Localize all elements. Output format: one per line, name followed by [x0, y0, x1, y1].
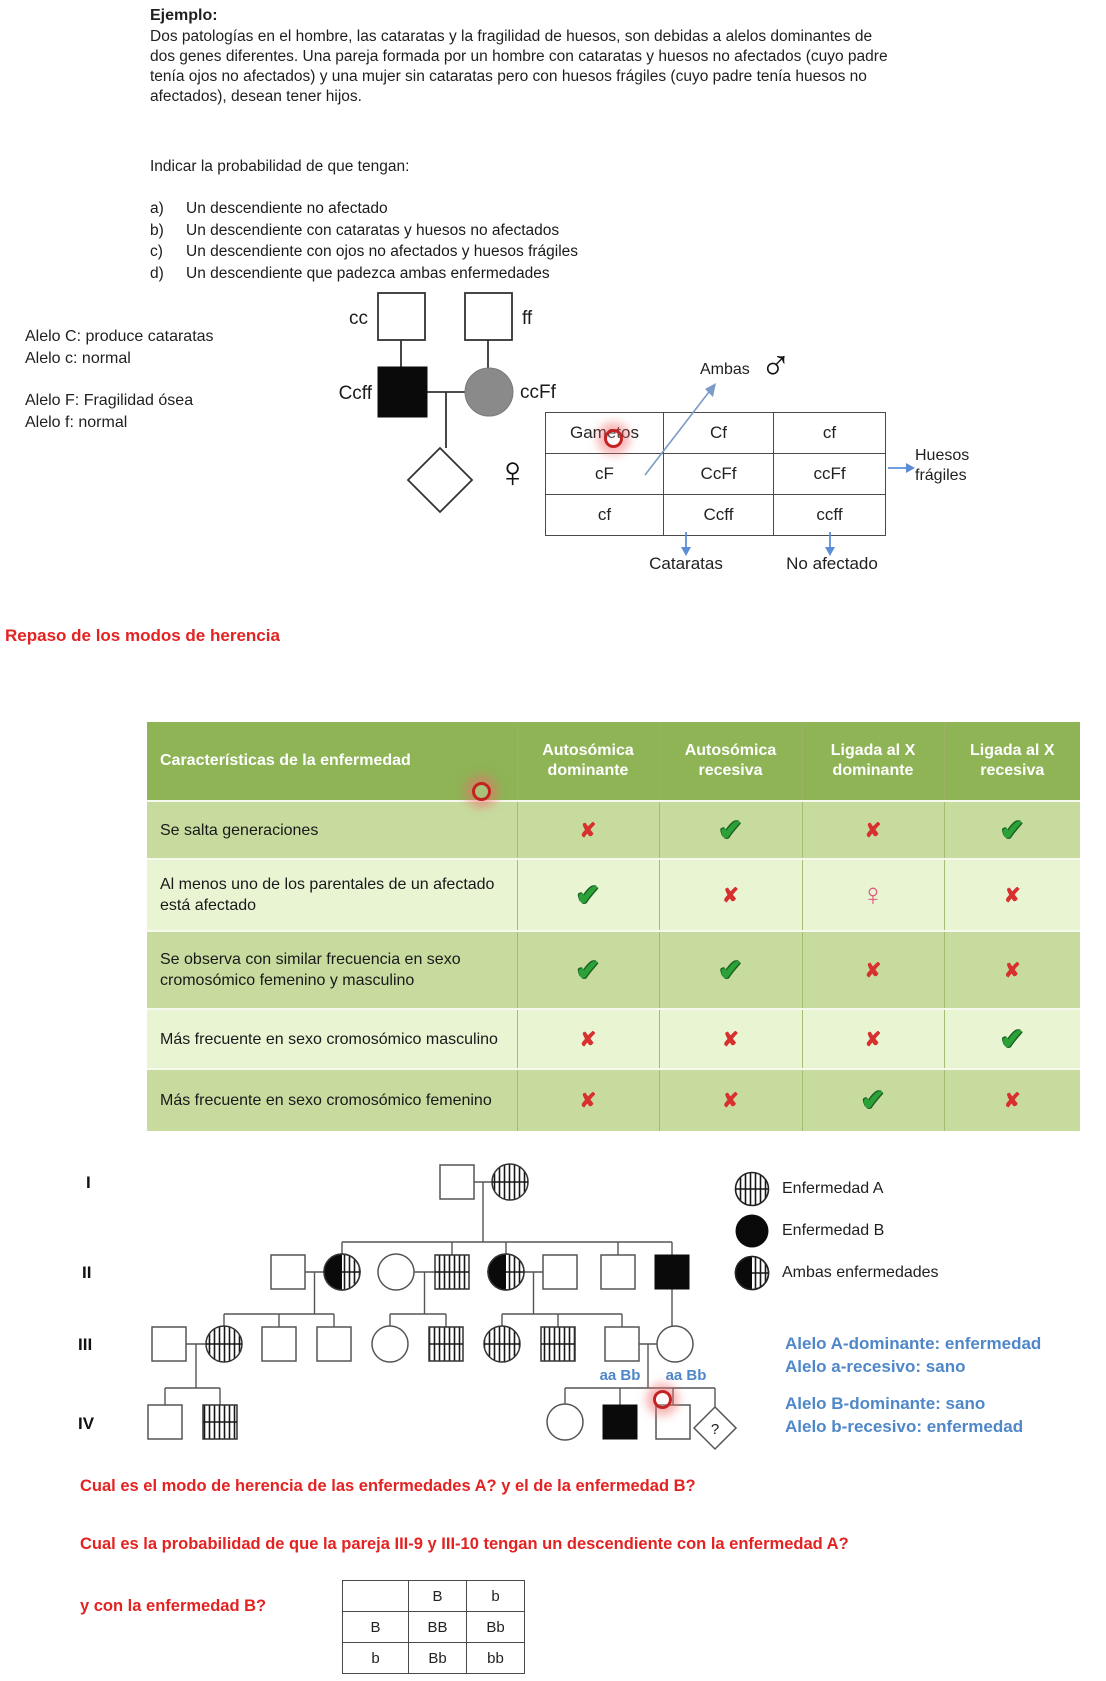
allele-notes-blue-group1 [785, 1332, 1041, 1378]
inheritance-col-header-3: Ligada al X dominante [802, 722, 944, 801]
offspring-diamond [408, 448, 472, 512]
cataratas-label: Cataratas [649, 554, 723, 573]
inheritance-col-header-2: Autosómica recesiva [659, 722, 802, 801]
list-item [150, 220, 770, 242]
item-text: Un descendiente con ojos no afectados y huesos frágiles [186, 243, 579, 260]
pedigree-III-9 [605, 1327, 639, 1361]
family-pedigree [72, 1142, 742, 1462]
pedigree-III-8-affected-A [541, 1327, 575, 1361]
grandfather1-square [378, 293, 425, 340]
cross-mark-icon: ✘ [864, 819, 882, 842]
pedigree-III-5 [372, 1326, 408, 1362]
punnett-b-cell-0-1: B [409, 1581, 467, 1612]
pedigree-III-6-affected-A [429, 1327, 463, 1361]
punnett-b-row-1 [343, 1612, 525, 1643]
example-heading: Ejemplo: [150, 7, 218, 24]
pedigree-IV-1 [148, 1405, 182, 1439]
cross-mark-icon: ✘ [1003, 1090, 1021, 1112]
paragraph-line: dos genes diferentes. Una pareja formada por un hombre con cataratas y huesos no afectados (cuyo padre [150, 48, 888, 65]
inheritance-row-label: Más frecuente en sexo cromosómico femenino [147, 1069, 517, 1131]
ambas-label: Ambas [700, 361, 750, 378]
allele-note: Alelo f: normal [25, 414, 128, 431]
legend-disease-a-label: Enfermedad A [782, 1180, 884, 1197]
huesos-fragiles-label: Huesos frágiles [915, 447, 970, 484]
generation-label-II: II [82, 1263, 92, 1282]
punnett-b-cell-2-2: bb [467, 1643, 525, 1674]
generation-label-III: III [78, 1335, 93, 1354]
inheritance-col-header-4: Ligada al X recesiva [944, 722, 1080, 801]
legend-both-diseases-icon [733, 1254, 771, 1292]
pedigree-IV-5 [656, 1405, 690, 1439]
inheritance-mark-cell [944, 1069, 1080, 1131]
pedigree-I-2-affected-A [492, 1164, 528, 1200]
unknown-label: ? [710, 1421, 720, 1438]
grandfather2-square [465, 293, 512, 340]
punnett-square-b [342, 1580, 525, 1674]
inheritance-mark-cell [659, 801, 802, 859]
check-mark-icon: ✔ [1000, 814, 1025, 847]
allele-note-b-recessive: Alelo b-recesivo: enfermedad [785, 1417, 1024, 1436]
punnett-b-body [343, 1581, 525, 1674]
cross-mark-icon: ✘ [1003, 884, 1021, 907]
generation-IV [148, 1404, 736, 1449]
item-text: Un descendiente con cataratas y huesos no afectados [186, 221, 560, 239]
cursor-highlight[interactable] [472, 782, 491, 801]
allele-note: Alelo F: Fragilidad ósea [25, 392, 194, 409]
right-arrowhead-icon [906, 463, 915, 473]
genotype-label: cc [349, 308, 368, 329]
check-mark-icon: ✔ [575, 954, 601, 987]
inheritance-table-body [147, 801, 1080, 1131]
inheritance-mark-cell [802, 931, 944, 1009]
inheritance-mark-cell [944, 859, 1080, 931]
inheritance-row-label: Se salta generaciones [147, 801, 517, 859]
inheritance-row-label: Se observa con similar frecuencia en sexo cromosómico femenino y masculino [147, 931, 517, 1009]
cross-mark-icon: ✘ [722, 1028, 739, 1051]
question-2: Cual es la probabilidad de que la pareja III-9 y III-10 tengan un descendiente con la enfermedad A? [80, 1535, 849, 1553]
punnett-example-cell-0-2: cf [774, 413, 886, 454]
inheritance-mark-cell [517, 1069, 659, 1131]
inheritance-mark-cell [802, 1009, 944, 1069]
punnett-b-cell-1-0: B [343, 1612, 409, 1643]
legend-both-diseases-label: Ambas enfermedades [782, 1264, 939, 1281]
question-1: Cual es el modo de herencia de las enfermedades A? y el de la enfermedad B? [80, 1477, 696, 1495]
punnett-b-row-0 [343, 1581, 525, 1612]
genotype-label: Ccff [338, 383, 372, 404]
ambas-arrow-line [645, 388, 712, 475]
inheritance-mark-cell [659, 1069, 802, 1131]
pedigree-II-7 [601, 1255, 635, 1289]
legend-disease-b-label: Enfermedad B [782, 1222, 885, 1239]
item-text: Un descendiente que padezca ambas enfermedades [186, 264, 550, 282]
pedigree-III-3 [262, 1327, 296, 1361]
check-mark-icon: ✔ [860, 1085, 886, 1117]
list-item [150, 263, 770, 285]
punnett-b-cell-0-0 [343, 1581, 409, 1612]
generation-label-IV: IV [78, 1414, 95, 1433]
pedigree-II-5-both-diseases [488, 1254, 524, 1290]
item-text: Un descendiente no afectado [186, 200, 388, 217]
mother-carrier-circle [465, 368, 513, 416]
inheritance-row-2 [147, 931, 1080, 1009]
list-item [150, 198, 770, 220]
pedigree-IV-3 [547, 1404, 583, 1440]
pedigree-II-3 [378, 1254, 414, 1290]
question-list [150, 198, 770, 284]
cross-mark-icon: ✘ [1003, 959, 1021, 982]
inheritance-mark-cell [802, 801, 944, 859]
punnett-example-cell-0-0: Gametos [546, 413, 664, 454]
inheritance-row-label: Al menos uno de los parentales de un afectado está afectado [147, 859, 517, 931]
inheritance-row-3 [147, 1009, 1080, 1069]
cross-mark-icon: ✘ [722, 1090, 739, 1112]
punnett-example-cell-1-1: CcFf [664, 454, 774, 495]
pedigree-I-1 [440, 1165, 474, 1199]
cross-mark-icon: ✘ [579, 819, 597, 842]
inheritance-mark-cell [517, 859, 659, 931]
pedigree-II-4-affected-A [435, 1255, 469, 1289]
punnett-b-cell-1-1: BB [409, 1612, 467, 1643]
check-mark-icon: ✔ [1000, 1023, 1025, 1056]
item-letter: a) [150, 200, 164, 217]
allele-note-a-dominant: Alelo A-dominante: enfermedad [785, 1334, 1042, 1353]
cross-mark-icon: ✘ [864, 1028, 882, 1051]
pedigree-III-1 [152, 1327, 186, 1361]
inheritance-row-label: Más frecuente en sexo cromosómico masculino [147, 1009, 517, 1069]
punnett-example-cell-1-2: ccFf [774, 454, 886, 495]
punnett-b-cell-1-2: Bb [467, 1612, 525, 1643]
inheritance-modes-table [147, 722, 1080, 1131]
inheritance-mark-cell [659, 931, 802, 1009]
cross-mark-icon: ✘ [579, 1090, 597, 1112]
section-heading: Repaso de los modos de herencia [5, 626, 280, 645]
punnett-example-cell-2-0: cf [546, 495, 664, 536]
check-mark-icon: ✔ [718, 814, 743, 847]
generation-III [152, 1326, 706, 1384]
allele-note-a-recessive: Alelo a-recesivo: sano [785, 1357, 966, 1376]
question-3: y con la enfermedad B? [80, 1597, 267, 1615]
list-item [150, 241, 770, 263]
allele-notes-left [25, 326, 214, 434]
legend-disease-b-icon [733, 1212, 771, 1250]
pedigree-II-1 [271, 1255, 305, 1289]
inheritance-mark-cell [517, 801, 659, 859]
male-symbol: ♂ [760, 340, 792, 387]
female-symbol: ♀ [496, 448, 529, 497]
punnett-b-row-2 [343, 1643, 525, 1674]
father-affected-square [378, 367, 427, 417]
inheritance-mark-cell [517, 1009, 659, 1069]
item-letter: d) [150, 264, 164, 282]
item-letter: b) [150, 221, 164, 239]
inheritance-col-header-0: Características de la enfermedad [147, 722, 517, 801]
punnett-example-cell-2-1: Ccff [664, 495, 774, 536]
generation-II [271, 1254, 689, 1290]
allele-note: Alelo c: normal [25, 350, 131, 367]
genotype-label-iii9: aa Bb [599, 1367, 641, 1384]
allele-note-b-dominant: Alelo B-dominante: sano [785, 1394, 986, 1413]
punnett-b-cell-2-1: Bb [409, 1643, 467, 1674]
pedigree-IV-4-affected-B [603, 1405, 637, 1439]
punnett-example-cell-1-0: cF [546, 454, 664, 495]
allele-note: Alelo C: produce cataratas [25, 328, 214, 345]
pedigree-III-7-affected-A [484, 1326, 520, 1362]
paragraph-line: Dos patologías en el hombre, las cataratas y la fragilidad de huesos, son debidas a alelos dominantes de [150, 28, 873, 45]
pedigree-II-2-both-diseases [324, 1254, 360, 1290]
cursor-highlight[interactable] [604, 429, 623, 448]
inheritance-row-4 [147, 1069, 1080, 1131]
inheritance-mark-cell [944, 801, 1080, 859]
punnett-b-cell-2-0: b [343, 1643, 409, 1674]
question-prompt: Indicar la probabilidad de que tengan: [150, 158, 410, 175]
check-mark-icon: ✔ [718, 954, 743, 987]
inheritance-mark-cell [517, 931, 659, 1009]
genotype-label: ff [522, 308, 533, 329]
inheritance-mark-cell [802, 1069, 944, 1131]
punnett-example-cell-0-1: Cf [664, 413, 774, 454]
pedigree-II-8-affected-B [655, 1255, 689, 1289]
cross-mark-icon: ✘ [579, 1028, 597, 1051]
genotype-label-iii10: aa Bb [665, 1367, 707, 1384]
no-afectado-label: No afectado [786, 554, 878, 573]
generation-label-I: I [86, 1173, 91, 1192]
check-mark-icon: ✔ [575, 879, 601, 912]
pedigree-III-10 [657, 1326, 693, 1362]
inheritance-col-header-1: Autosómica dominante [517, 722, 659, 801]
inheritance-row-0 [147, 801, 1080, 859]
cross-mark-icon: ✘ [722, 884, 739, 907]
inheritance-mark-cell [802, 859, 944, 931]
example-paragraph [150, 27, 1030, 107]
paragraph-line: tenía ojos no afectados) y una mujer sin cataratas pero con huesos frágiles (cuyo padre tenía huesos no [150, 68, 867, 85]
allele-notes-blue-group2 [785, 1392, 1023, 1438]
inheritance-mark-cell [944, 931, 1080, 1009]
cursor-highlight[interactable] [653, 1390, 672, 1409]
legend-disease-a-icon [733, 1170, 771, 1208]
inheritance-mark-cell [944, 1009, 1080, 1069]
female-symbol-icon: ♀ [861, 877, 885, 912]
punnett-b-cell-0-2: b [467, 1581, 525, 1612]
paragraph-line: afectados), desean tener hijos. [150, 88, 362, 105]
genotype-label: ccFf [520, 382, 556, 403]
inheritance-mark-cell [659, 859, 802, 931]
pedigree-III-2-affected-A [206, 1326, 242, 1362]
punnett-example-cell-2-2: ccff [774, 495, 886, 536]
inheritance-table-head-row [147, 722, 1080, 801]
pedigree-II-6 [543, 1255, 577, 1289]
inheritance-row-1 [147, 859, 1080, 931]
pedigree-IV-2-affected-A [203, 1405, 237, 1439]
cross-mark-icon: ✘ [864, 959, 882, 982]
item-letter: c) [150, 243, 163, 260]
inheritance-mark-cell [659, 1009, 802, 1069]
pedigree-III-4 [317, 1327, 351, 1361]
